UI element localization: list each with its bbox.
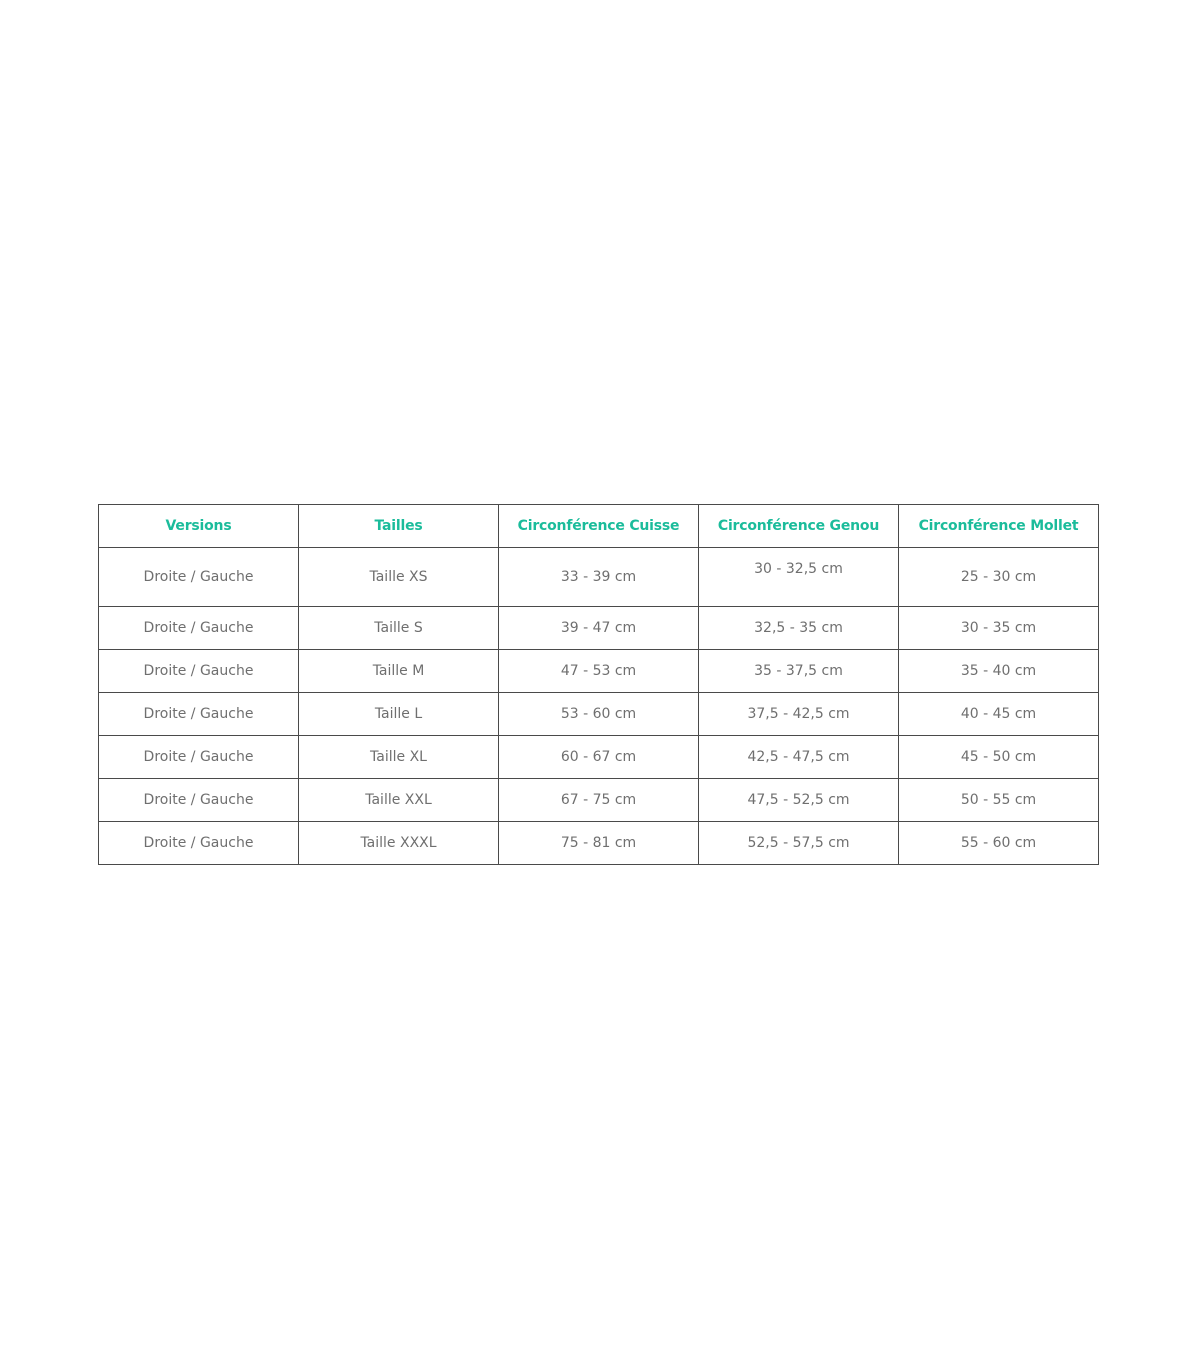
table-row xyxy=(99,650,1099,693)
cell-calf: 45 - 50 cm xyxy=(899,736,1099,779)
cell-knee xyxy=(699,548,899,607)
cell-calf: 35 - 40 cm xyxy=(899,650,1099,693)
cell-thigh: 47 - 53 cm xyxy=(499,650,699,693)
cell-calf: 30 - 35 cm xyxy=(899,607,1099,650)
header-versions: Versions xyxy=(99,505,299,548)
cell-calf: 55 - 60 cm xyxy=(899,822,1099,865)
table-row xyxy=(99,736,1099,779)
table-row xyxy=(99,548,1099,607)
cell-knee-text: 30 - 32,5 cm xyxy=(754,561,843,577)
size-chart-table xyxy=(98,504,1099,865)
cell-version: Droite / Gauche xyxy=(99,779,299,822)
table-row xyxy=(99,779,1099,822)
cell-knee: 42,5 - 47,5 cm xyxy=(699,736,899,779)
cell-thigh: 53 - 60 cm xyxy=(499,693,699,736)
cell-thigh: 33 - 39 cm xyxy=(499,548,699,607)
size-chart-header xyxy=(99,505,1099,548)
cell-version: Droite / Gauche xyxy=(99,822,299,865)
cell-size: Taille S xyxy=(299,607,499,650)
cell-size: Taille XXXL xyxy=(299,822,499,865)
cell-thigh: 60 - 67 cm xyxy=(499,736,699,779)
cell-version: Droite / Gauche xyxy=(99,650,299,693)
cell-knee: 47,5 - 52,5 cm xyxy=(699,779,899,822)
cell-version: Droite / Gauche xyxy=(99,548,299,607)
header-circonference-mollet: Circonférence Mollet xyxy=(899,505,1099,548)
cell-thigh: 39 - 47 cm xyxy=(499,607,699,650)
cell-calf: 25 - 30 cm xyxy=(899,548,1099,607)
cell-thigh: 67 - 75 cm xyxy=(499,779,699,822)
cell-knee: 32,5 - 35 cm xyxy=(699,607,899,650)
cell-size: Taille XS xyxy=(299,548,499,607)
cell-size: Taille XXL xyxy=(299,779,499,822)
header-circonference-genou: Circonférence Genou xyxy=(699,505,899,548)
cell-knee: 52,5 - 57,5 cm xyxy=(699,822,899,865)
header-tailles: Tailles xyxy=(299,505,499,548)
header-row xyxy=(99,505,1099,548)
cell-size: Taille XL xyxy=(299,736,499,779)
table-row xyxy=(99,607,1099,650)
cell-calf: 50 - 55 cm xyxy=(899,779,1099,822)
table-row xyxy=(99,693,1099,736)
cell-version: Droite / Gauche xyxy=(99,736,299,779)
header-circonference-cuisse: Circonférence Cuisse xyxy=(499,505,699,548)
cell-knee: 37,5 - 42,5 cm xyxy=(699,693,899,736)
cell-size: Taille M xyxy=(299,650,499,693)
cell-version: Droite / Gauche xyxy=(99,607,299,650)
cell-calf: 40 - 45 cm xyxy=(899,693,1099,736)
cell-thigh: 75 - 81 cm xyxy=(499,822,699,865)
table-row xyxy=(99,822,1099,865)
cell-size: Taille L xyxy=(299,693,499,736)
size-chart-body xyxy=(99,548,1099,865)
cell-knee: 35 - 37,5 cm xyxy=(699,650,899,693)
cell-version: Droite / Gauche xyxy=(99,693,299,736)
